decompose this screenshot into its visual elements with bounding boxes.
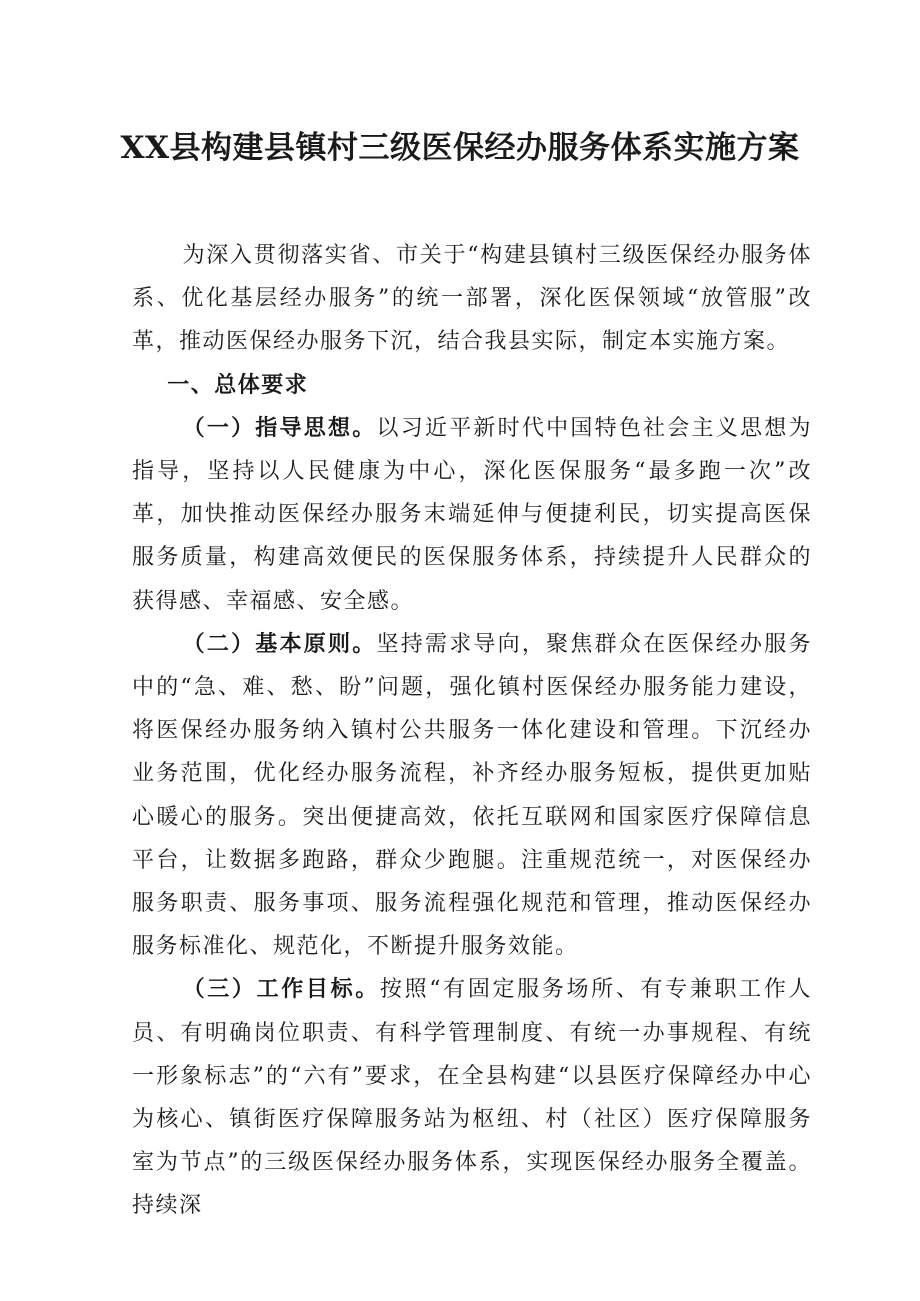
paragraph-text: 以习近平新时代中国特色社会主义思想为指导，坚持以人民健康为中心，深化医保服务“最多跑一次”改革，加快推动医保经办服务末端延伸与便捷利民，切实提高医保服务质量，构建高效便民的医保服务体系，持续提升人民群众的获得感、幸福感、安全感。	[132, 415, 812, 614]
paragraph-work-goals	[132, 968, 812, 1227]
paragraph-lead: （一）指导思想。	[182, 414, 377, 441]
section-heading: 一、总体要求	[167, 371, 309, 398]
paragraph-lead: （三）工作目标。	[182, 976, 380, 1003]
paragraph-text: 坚持需求导向，聚焦群众在医保经办服务中的“急、难、愁、盼”问题，强化镇村医保经办服务能力建设，将医保经办服务纳入镇村公共服务一体化建设和管理。下沉经办业务范围，优化经办服务流程，补齐经办服务短板，提供更加贴心暖心的服务。突出便捷高效，依托互联网和国家医疗保障信息平台，让数据多跑路，群众少跑腿。注重规范统一，对医保经办服务职责、服务事项、服务流程强化规范和管理，推动医保经办服务标准化、规范化，不断提升服务效能。	[132, 631, 812, 960]
paragraph-lead: （二）基本原则。	[182, 630, 377, 657]
intro-paragraph: 为深入贯彻落实省、市关于“构建县镇村三级医保经办服务体系、优化基层经办服务”的统一部署，深化医保领域“放管服”改革，推动医保经办服务下沉，结合我县实际，制定本实施方案。	[132, 243, 812, 355]
document-title: XX县构建县镇村三级医保经办服务体系实施方案	[120, 130, 800, 166]
paragraph-guiding-ideology	[132, 407, 812, 623]
document-body	[132, 234, 812, 1228]
paragraph-text: 按照“有固定服务场所、有专兼职工作人员、有明确岗位职责、有科学管理制度、有统一办事规程、有统一形象标志”的“六有”要求，在全县构建“以县医疗保障经办中心为核心、镇街医疗保障服务站为枢纽、村（社区）医疗保障服务室为节点”的三级医保经办服务体系，实现医保经办服务全覆盖。持续深	[132, 977, 812, 1219]
paragraph-basic-principles	[132, 623, 812, 969]
